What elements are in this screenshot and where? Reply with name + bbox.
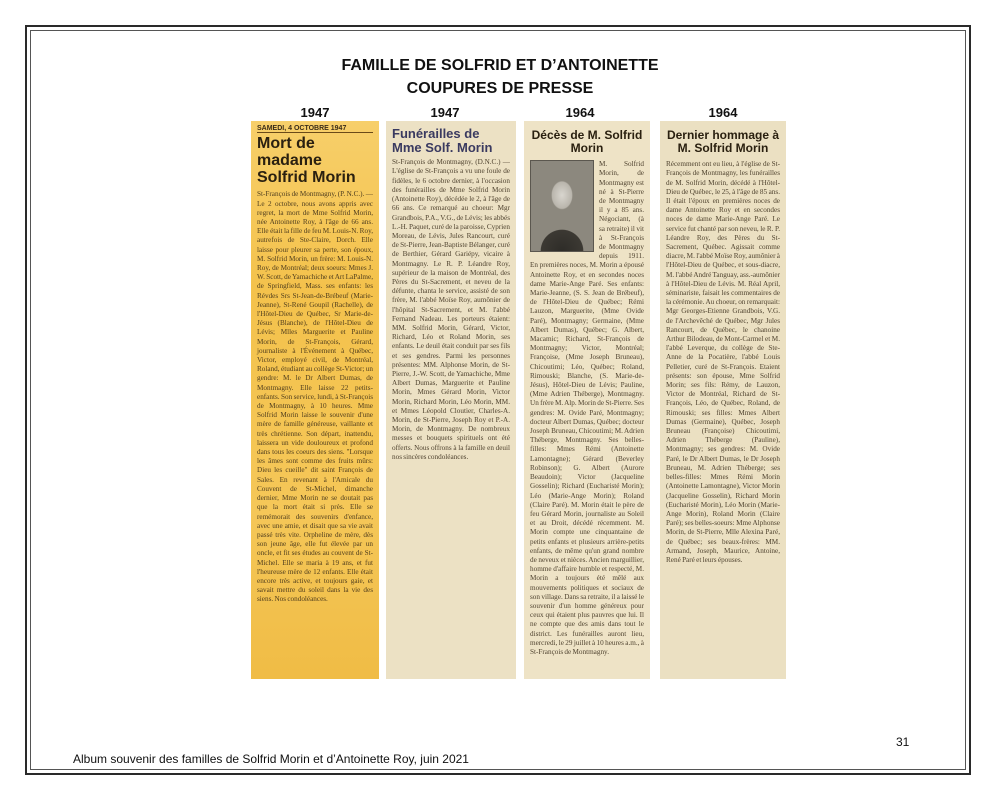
clipping-headline: Dernier hommage à M. Solfrid Morin <box>666 128 780 155</box>
clipping-dateline: SAMEDI, 4 OCTOBRE 1947 <box>257 125 373 133</box>
clipping-headline: Décès de M. Solfrid Morin <box>531 128 643 155</box>
clipping-year-4: 1964 <box>708 105 738 120</box>
page-number: 31 <box>896 735 910 749</box>
page-footer: Album souvenir des familles de Solfrid Morin et d’Antoinette Roy, juin 2021 <box>73 752 469 766</box>
newspaper-clipping-2 <box>386 121 516 679</box>
clipping-body: M. Solfrid Morin, de Montmagny est né à St-Pierre de Montmagny il y a 85 ans. Négociant, (à sa retraite) il vit à St-François de Montmagny depuis 1911. En premières noces, M. Morin a épousé Antoinette Roy, et en secondes noces dame Marie-Ange Paré. Ses enfants: Marie-Jeanne, (S. S. Jean de Brébeuf), de l'Hôtel-Dieu de Québec; Rémi Lauzon, Marguerite, (Mme Ovide Paré), Montmagny; Germaine, (Mme Albert Dumas), Québec; G. Albert, Macamic; Richard, St-François de Montmagny; Victor, Montréal; Françoise, (Mme Joseph Bruneau), Chicoutimi; Léo, Québec; Roland, Rimouski; Blanche, (S. Marie-de-Jésus), Hôtel-Dieu de Lévis; Pauline, (Mme Adrien Théberge), Montmagny. Un frère M. Alp. Morin de St-Pierre. Ses gendres: M. Ovide Paré, Montmagny; docteur Albert Dumas, Québec; docteur Joseph Bruneau, Chicoutimi; M. Adrien Théberge, Montmagny. Ses belles-filles: Mmes Rémi (Antoinette Lamontagne); Gérard (Beverley Robinson); G. Albert (Aurore Beaudoin); Victor (Jacqueline Gosselin); Richard (Eucharisté Morin); Léo (Marie-Ange Morin); Roland (Claire Paré). M. Morin était le père de feu Gérard Morin, journaliste au Soleil et au Droit, décédé récemment. M. Morin compte une cinquantaine de petits enfants et plusieurs arrière-petits enfants, de même qu'un grand nombre de neveux et nièces. Ancien marguillier, homme d'affaire humble et respecté, M. Morin a toujours été mêlé aux mouvements politiques et sociaux de son village. Dans sa retraite, il a laissé le souvenir d'un homme généreux pour ceux qui étaient plus pauvres que lui. Il ne compte que des amis dans tout le district. Les funérailles auront lieu, mercredi, le 29 juillet à 10 heures a.m., à St-François de Montmagny. <box>530 160 644 656</box>
clipping-body: Récemment ont eu lieu, à l'église de St-François de Montmagny, les funérailles de M. Solfrid Morin, décédé à l'Hôtel-Dieu de Québec, le 25, à l'âge de 85 ans. Il était l'époux en premières noces de dame Antoinette Roy et en secondes noces de dame Marie-Ange Paré. Le service fut chanté par son neveu, le R. P. Léandre Roy, des Pères du St-Sacrement, Québec. Agissait comme diacre, M. l'abbé Moïse Roy, aumônier à l'Hôtel-Dieu de Québec, et sous-diacre, M. l'abbé André Tanguay, ass.-aumônier à l'Hôtel-Dieu de Lévis. M. Réal April, séminariste, faisait les commentaires de la cérémonie. Au choeur, on remarquait: Mgr Georges-Etienne Grandbois, V.G. de l'Archevêché de Québec, Mgr Jules Rancourt, de Québec, le chanoine Arthur Bilodeau, de Mont-Carmel et M. l'abbé Leverque, du collège de Ste-Anne de la Pocatière, l'abbé Louis Pelletier, curé de St-François. Etaient présents: son épouse, Mme Solfrid Morin; ses fils: Rémy, de Lauzon, Victor de Montréal, Richard de St-François, Léo, de Québec, Roland, de Rimouski; ses filles: Mmes Albert Dumas (Germaine), Québec, Joseph Bruneau (Françoise) Chicoutimi, Adrien Théberge (Pauline), Montmagny; ses gendres: M. Ovide Paré, le Dr Albert Dumas, le Dr Joseph Bruneau, M. Adrien Théberge; ses belles-filles: Mmes Rémi Morin (Antoinette Lamontagne), Victor Morin (Jacqueline Gosselin), Richard Morin (Eucharisté Morin), Léo Morin (Marie-Ange Morin), Roland Morin (Claire Paré); ses belles-soeurs: Mme Alphonse Morin, de St-Pierre, Mlle Alexina Paré, de Québec; ses beaux-frères: MM. Armand, Joseph, Maurice, Antoine, René Paré et leurs épouses. <box>666 160 780 564</box>
clipping-headline: Mort de madame Solfrid Morin <box>257 135 356 186</box>
page-subtitle: COUPURES DE PRESSE <box>406 80 594 97</box>
clipping-body: St-François de Montmagny, (P. N.C.). — Le 2 octobre, nous avons appris avec regret, la mort de Mme Solfrid Morin, née Antoinette Roy, à l'âge de 66 ans. Elle était la fille de feu M. Louis-N. Roy, autrefois de Ste-Claire, Dorch. Elle laisse pour pleurer sa perte, son époux, M. Solfrid Morin, un frère: M. Louis-N. Roy, de Montréal; deux soeurs: Mmes J. W. Scott, de Yamachiche et Art LaPalme, de Springfield, Mass. ses enfants: les Révdes Srs St-Jean-de-Brébeuf (Marie-Jeanne), St-René Goupil (Rachelle), de l'Hôtel-Dieu de Québec, Sr Marie-de-Jésus (Blanche), de l'Hôtel-Dieu de Lévis; Mlles Marguerite et Pauline Morin, de St-François, Gérard, journaliste à l'Événement à Québec, Victor, employé civil, de Montréal, Roland, étudiant au collège St-Victor; un gendre: M. le Dr Albert Dumas, de Montmagny. Elle laisse 22 petits-enfants. Son service, lundi, à St-François de Montmagny, à 10 heures. Mme Solfrid Morin laisse le souvenir d'une mère de famille généreuse, vaillante et très chrétienne. Son départ, inattendu, laissera un vide douloureux et profond dans tous les coeurs des siens. "Lorsque les âmes sont comme des fruits mûrs: Dieu les cueille" dit saint François de Sales. En revenant à l'Amicale du Couvent de St-Michel, dimanche dernier, Mme Morin ne se doutait pas que la mort était si près. Elle se remémorait des souvenirs d'enfance, avec une amie, et disait que sa vie avait passé très vite. Orpheline de mère, dès son jeune âge, elle fut élevée par un oncle, et fit ses études au couvent de St-Michel. Elle se maria à 19 ans, et fut l'heureuse mère de 12 enfants. Elle était encore très active, et toujours gaie, et savait mettre du soleil dans la vie des siens. Nos condoléances. <box>257 190 373 604</box>
clipping-headline: Funérailles de Mme Solf. Morin <box>392 126 493 155</box>
page-title: FAMILLE DE SOLFRID ET D’ANTOINETTE <box>341 57 659 74</box>
newspaper-clipping-4 <box>660 121 786 679</box>
clipping-year-1: 1947 <box>300 105 330 120</box>
clipping-year-3: 1964 <box>565 105 595 120</box>
clipping-year-2: 1947 <box>430 105 460 120</box>
newspaper-clipping-3 <box>524 121 650 679</box>
clipping-body: St-François de Montmagny, (D.N.C.) — L'église de St-François a vu une foule de fidèles, le 6 octobre dernier, à l'occasion des funérailles de Mme Solfrid Morin (Antoinette Roy), décédée le 2, à l'âge de 66 ans. Ce remarqué au choeur: Mgr Grandbois, P.A., V.G., de Lévis; les abbés L.-H. Paquet, curé de la paroisse, Cyprien Moreau, de Lévis, Jules Rancourt, curé de St-Pierre, Jean-Baptiste Bélanger, curé de Berthier, Gérard Gariépy, vicaire à Montmagny. Le R. P. Léandre Roy, supérieur de la maison de Montréal, des Pères du St-Sacrement, et neveu de la défunte, chanta le service, assisté de son frère, M. l'abbé Moïse Roy, aumônier de l'hôpital St-Sacrement, et M. l'abbé Fernand Nadeau. Les porteurs étaient: MM. Solfrid Morin, Gérard, Victor, Richard, Léo et Roland Morin, ses enfants. Le deuil était conduit par ses fils et ses gendres. Parmi les personnes présentes: MM. Alphonse Morin, de St-Pierre, J.-W. Scott, de Yamachiche, Mme Albert Dumas, Marguerite et Pauline Morin, Mmes Gérard Morin, Victor Morin, Richard Morin, Léo Morin, MM. et Mmes Léopold Cloutier, Charles-A. Morin, de St-Pierre, Joseph Roy et P.-A. Morin, de Montmagny. De nombreux messes et bouquets spirituels ont été offerts. Nous offrons à la famille en deuil nos sincères condoléances. <box>392 158 510 461</box>
portrait-photo <box>530 160 594 252</box>
newspaper-clipping-1 <box>251 121 379 679</box>
